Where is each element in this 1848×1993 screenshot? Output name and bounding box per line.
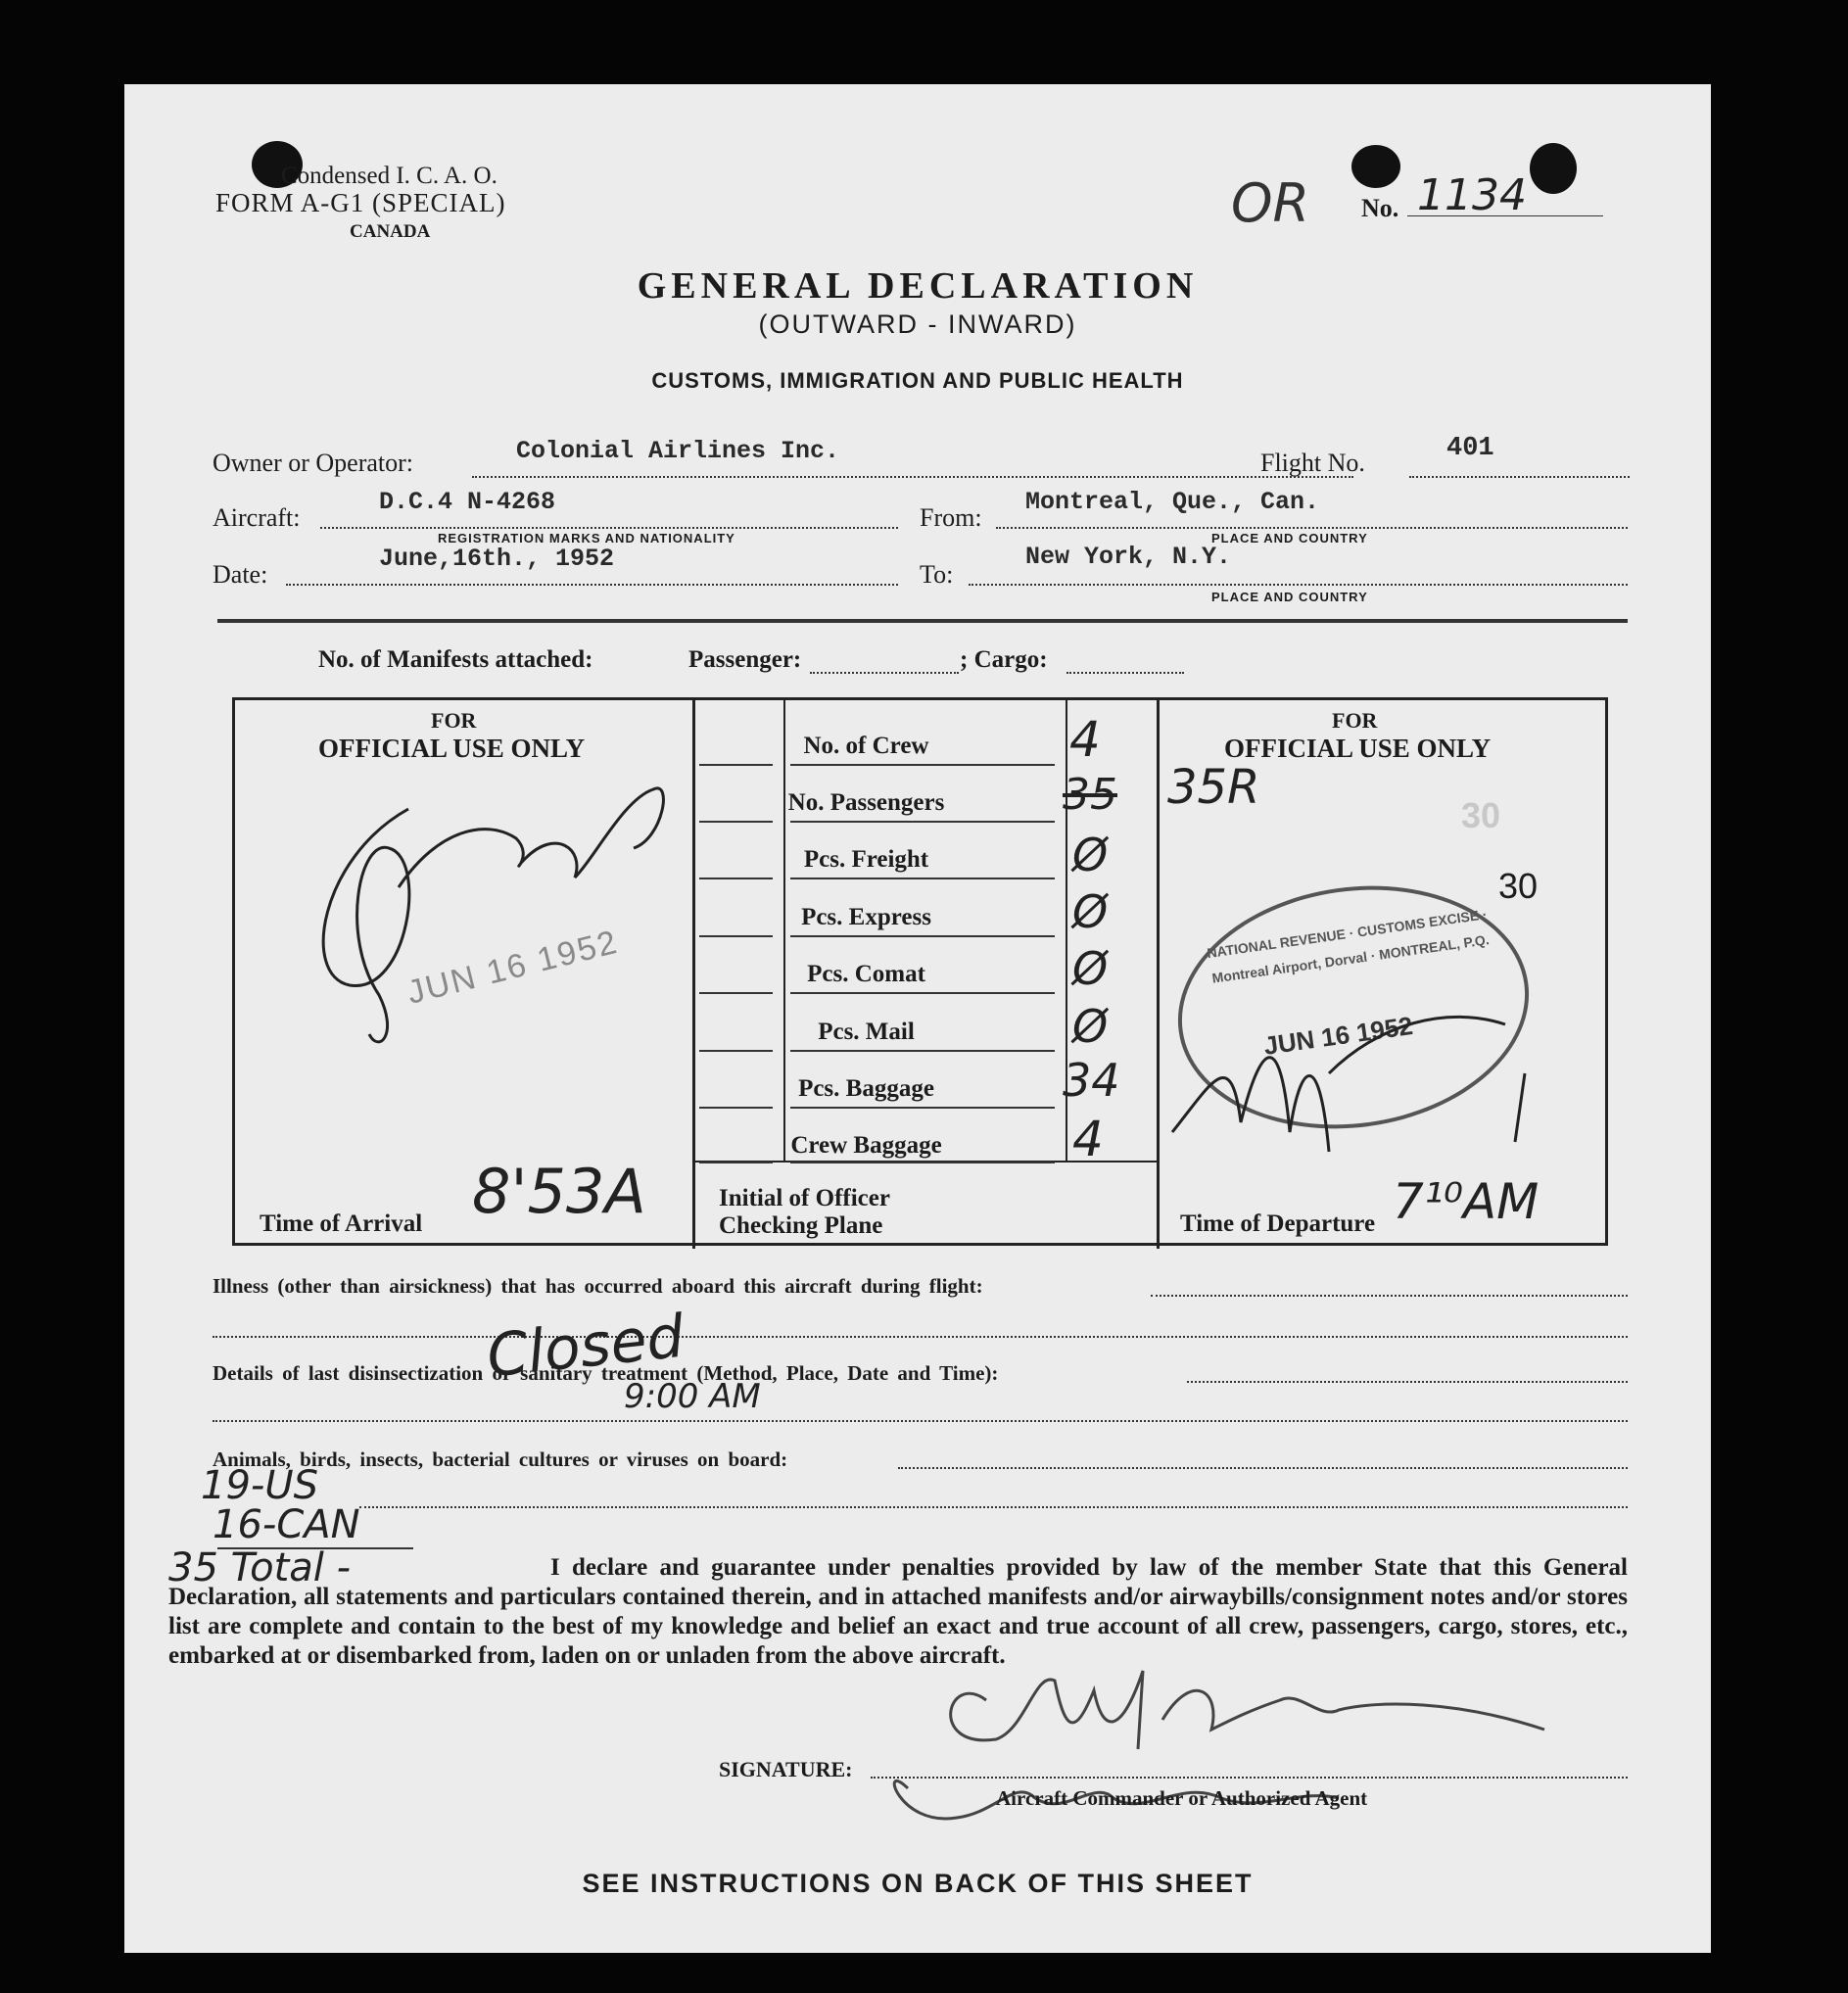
manifests-cargo-label: ; Cargo:: [960, 646, 1048, 673]
signature-label: SIGNATURE:: [719, 1757, 853, 1781]
item-label-mail: Pcs. Mail: [818, 1019, 915, 1045]
illness-line-2: [213, 1336, 1628, 1338]
owner-value: Colonial Airlines Inc.: [516, 437, 840, 465]
stamp-number: 30: [1498, 866, 1539, 906]
from-caption: PLACE AND COUNTRY: [1211, 531, 1368, 546]
officer-label-1: Initial of Officer: [719, 1185, 890, 1211]
item-rule: [790, 764, 1055, 766]
flight-label: Flight No.: [1260, 449, 1365, 477]
value-comat: Ø: [1072, 942, 1109, 995]
owner-label: Owner or Operator:: [213, 449, 414, 477]
animals-label: Animals, birds, insects, bacterial cultures or viruses on board:: [213, 1447, 788, 1471]
date-value: June,16th., 1952: [379, 545, 615, 573]
value-freight: Ø: [1072, 829, 1109, 881]
declaration-body: I declare and guarantee under penalties provided by law of the member State that this General Declaration, all statements and particulars contained therein, and in attached manifests and/or airwaybills/consignment notes and/or stores list are complete and contain to the best of my knowledge and belief an exact and true account of all crew, passengers, cargo, stores, etc., embarked at or disembarked from, laden on or unladen from the above aircraft.: [168, 1554, 1628, 1669]
serial-prefix: OR: [1231, 172, 1310, 234]
item-label-comat: Pcs. Comat: [807, 961, 925, 987]
manifests-label: No. of Manifests attached:: [318, 646, 593, 673]
closed-time: 9:00 AM: [624, 1377, 761, 1416]
animals-line: [898, 1467, 1628, 1469]
from-line: [996, 527, 1628, 529]
departure-label: Time of Departure: [1180, 1210, 1376, 1237]
officer-initials-scribble: [1153, 985, 1564, 1181]
item-rule: [790, 1162, 1055, 1163]
item-rule: [790, 821, 1055, 823]
from-value: Montreal, Que., Can.: [1025, 488, 1320, 516]
item-label-crew-baggage: Crew Baggage: [790, 1132, 942, 1159]
to-caption: PLACE AND COUNTRY: [1211, 590, 1368, 604]
form-title: GENERAL DECLARATION: [637, 265, 1199, 307]
arrival-label: Time of Arrival: [260, 1210, 423, 1237]
disinsect-line-2: [213, 1420, 1628, 1422]
illness-line: [1151, 1295, 1628, 1297]
form-header-line3: CANADA: [350, 221, 431, 242]
instructions-footer: SEE INSTRUCTIONS ON BACK OF THIS SHEET: [582, 1869, 1254, 1898]
manifests-passenger-label: Passenger:: [688, 646, 802, 673]
form-header-line2: FORM A-G1 (SPECIAL): [215, 188, 506, 217]
serial-label: No.: [1361, 194, 1399, 222]
manifests-cargo-line: [1066, 672, 1184, 674]
official-initials-scribble: [261, 740, 712, 1064]
item-rule: [790, 1107, 1055, 1109]
owner-line: [472, 476, 1353, 478]
item-rule: [790, 992, 1055, 994]
left-official-title-1: FOR: [431, 708, 477, 733]
disinsect-line: [1187, 1381, 1628, 1383]
left-official-title-2: OFFICIAL USE ONLY: [318, 734, 586, 763]
to-value: New York, N.Y.: [1025, 543, 1232, 571]
aircraft-line: [320, 527, 898, 529]
item-rule: [790, 878, 1055, 879]
closed-note: Closed: [483, 1302, 687, 1392]
value-passengers: 35: [1063, 770, 1117, 820]
officer-label-2: Checking Plane: [719, 1212, 883, 1239]
arrival-value: 8'53A: [472, 1156, 646, 1227]
animals-line-2: [359, 1506, 1628, 1508]
signature-caption: Aircraft Commander or Authorized Agent: [996, 1786, 1368, 1810]
disinsect-label: Details of last disinsectization or sanitary treatment (Method, Place, Date and Time):: [213, 1361, 999, 1385]
passengers-note: 35R: [1167, 760, 1260, 815]
punch-hole-mark: [1351, 145, 1400, 188]
form-subtitle: (OUTWARD - INWARD): [758, 309, 1077, 339]
to-label: To:: [920, 560, 954, 589]
document-page: [124, 84, 1711, 1953]
right-official-title-1: FOR: [1332, 708, 1378, 733]
value-baggage: 34: [1063, 1054, 1120, 1107]
customs-stamp-text: NATIONAL REVENUE · CUSTOMS EXCISE · Montreal Airport, Dorval · MONTREAL, P.Q.: [1206, 906, 1491, 986]
serial-underline: [1407, 215, 1603, 216]
form-header-line1: Condensed I. C. A. O.: [281, 163, 498, 189]
tick-rule: [699, 1162, 773, 1163]
item-rule: [790, 935, 1055, 937]
punch-hole-mark: [1530, 143, 1577, 194]
left-date-stamp: JUN 16 1952: [403, 923, 623, 1012]
to-line: [969, 584, 1628, 586]
value-express: Ø: [1072, 885, 1109, 938]
value-crew-baggage: 4: [1072, 1111, 1104, 1167]
illness-label: Illness (other than airsickness) that has occurred aboard this aircraft during flight:: [213, 1274, 983, 1298]
value-mail: Ø: [1072, 1000, 1109, 1053]
value-crew: 4: [1069, 711, 1101, 768]
aircraft-value: D.C.4 N-4268: [379, 488, 556, 516]
flight-line: [1409, 476, 1630, 478]
manifests-passenger-line: [810, 672, 959, 674]
aircraft-label: Aircraft:: [213, 503, 301, 532]
item-label-freight: Pcs. Freight: [803, 846, 929, 873]
departure-value: 7¹⁰AM: [1393, 1173, 1540, 1230]
tally-line1: 19-US: [201, 1463, 318, 1508]
serial-value: 1134: [1417, 170, 1527, 220]
section-title: CUSTOMS, IMMIGRATION AND PUBLIC HEALTH: [651, 368, 1184, 393]
item-label-crew: No. of Crew: [803, 733, 929, 759]
item-label-express: Pcs. Express: [801, 904, 931, 930]
flight-value: 401: [1446, 434, 1494, 463]
separator-rule: [217, 619, 1628, 623]
right-official-title-2: OFFICIAL USE ONLY: [1224, 734, 1492, 763]
tally-line2: 16-CAN: [213, 1502, 360, 1547]
from-label: From:: [920, 503, 982, 532]
date-label: Date:: [213, 560, 268, 589]
item-label-baggage: Pcs. Baggage: [798, 1075, 934, 1102]
item-label-passengers: No. Passengers: [787, 789, 945, 816]
signature-line: [871, 1777, 1628, 1779]
date-line: [286, 584, 898, 586]
item-rule: [790, 1050, 1055, 1052]
aircraft-caption: REGISTRATION MARKS AND NATIONALITY: [438, 531, 735, 546]
tally-line3: 35 Total -: [168, 1545, 352, 1590]
stamp-number-faint: 30: [1461, 795, 1501, 835]
customs-stamp-date: JUN 16 1952: [1261, 1010, 1415, 1061]
tick-rule: [699, 1107, 773, 1109]
